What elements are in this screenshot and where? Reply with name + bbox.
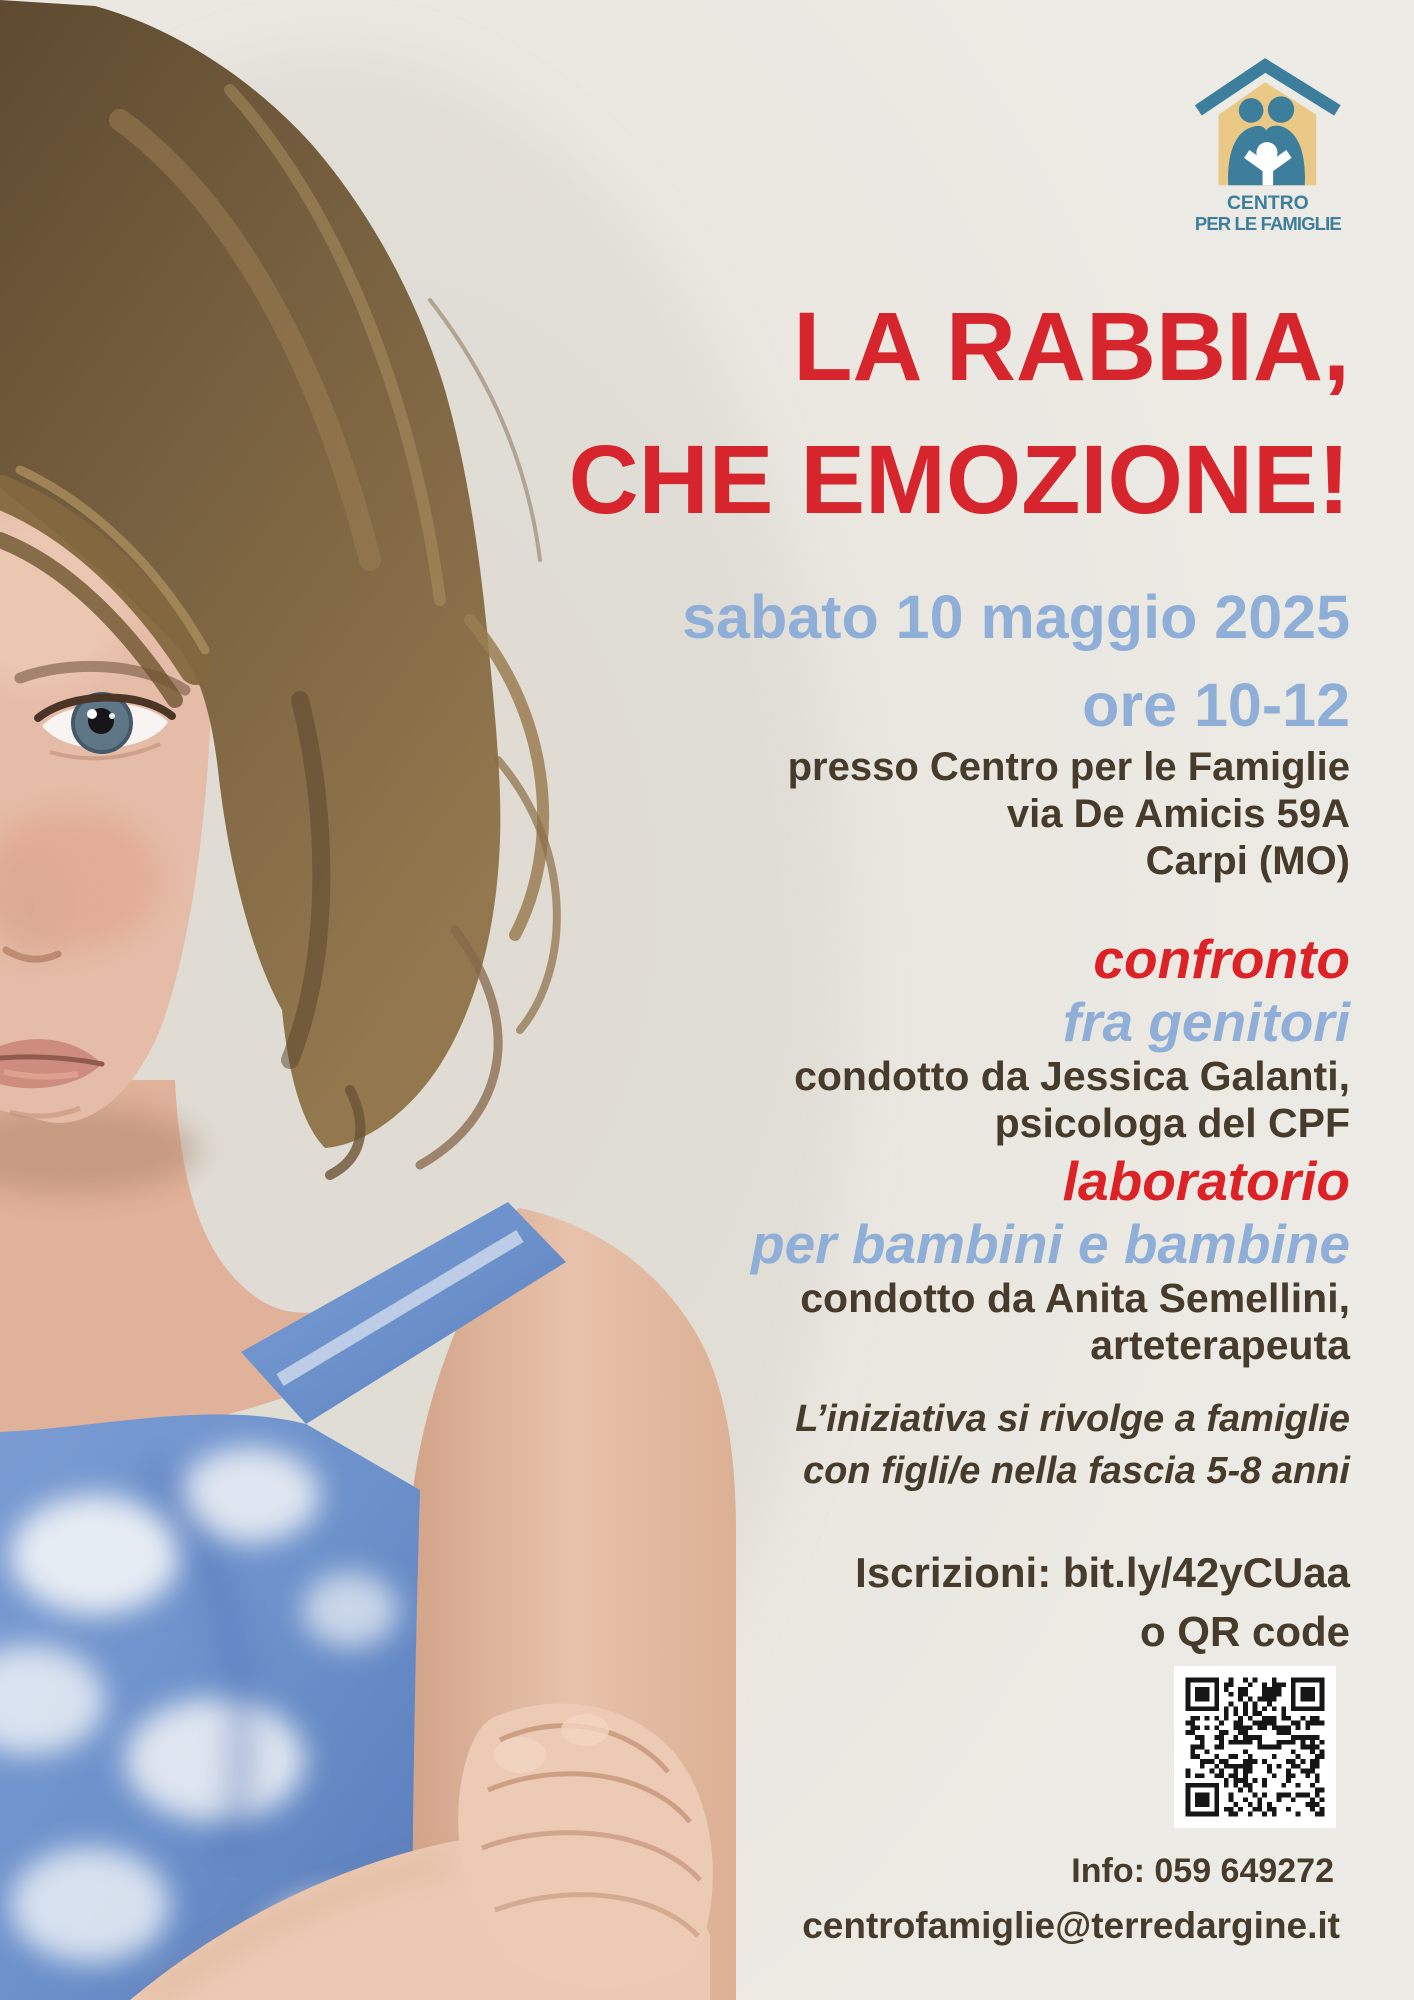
event-location [788, 744, 1350, 884]
registration-qr-label: o QR code [1139, 1607, 1350, 1655]
logo-text-line2: PER LE FAMIGLIE [1194, 213, 1341, 235]
section-detail-1: condotto da Jessica Galanti, [794, 1053, 1350, 1100]
audience-note [795, 1393, 1350, 1498]
title-line-2: CHE EMOZIONE! [568, 424, 1350, 534]
qr-code [1176, 1668, 1334, 1826]
registration-info [855, 1544, 1350, 1662]
poster-title [569, 281, 1350, 547]
event-time: ore 10-12 [1082, 670, 1350, 739]
cpf-logo [1186, 44, 1362, 256]
note-line-2: con figli/e nella fascia 5-8 anni [803, 1450, 1350, 1493]
title-line-1: LA RABBIA, [793, 292, 1350, 401]
section-heading: laboratorio [1062, 1150, 1350, 1212]
location-venue: presso Centro per le Famiglie [787, 745, 1350, 789]
contact-email: centrofamiglie@terredargine.it [802, 1905, 1340, 1946]
section-laboratorio [751, 1150, 1350, 1368]
section-detail-2: psicologa del CPF [994, 1099, 1350, 1146]
section-subheading: per bambini e bambine [750, 1212, 1350, 1275]
event-date: sabato 10 maggio 2025 [682, 583, 1350, 651]
note-line-1: L’iniziativa si rivolge a famiglie [795, 1398, 1350, 1440]
section-detail-1: condotto da Anita Semellini, [800, 1275, 1350, 1322]
registration-link: Iscrizioni: bit.ly/42yCUaa [855, 1549, 1350, 1596]
section-heading: confronto [1093, 928, 1350, 990]
location-street: via De Amicis 59A [1006, 791, 1350, 836]
event-datetime [682, 574, 1350, 750]
contact-phone: Info: 059 649272 [1071, 1852, 1334, 1890]
location-city: Carpi (MO) [1145, 838, 1350, 883]
section-detail-2: arteterapeuta [1090, 1321, 1350, 1368]
section-subheading: fra genitori [1062, 990, 1350, 1053]
section-confronto [794, 928, 1350, 1146]
logo-text-line1: CENTRO [1226, 191, 1309, 214]
